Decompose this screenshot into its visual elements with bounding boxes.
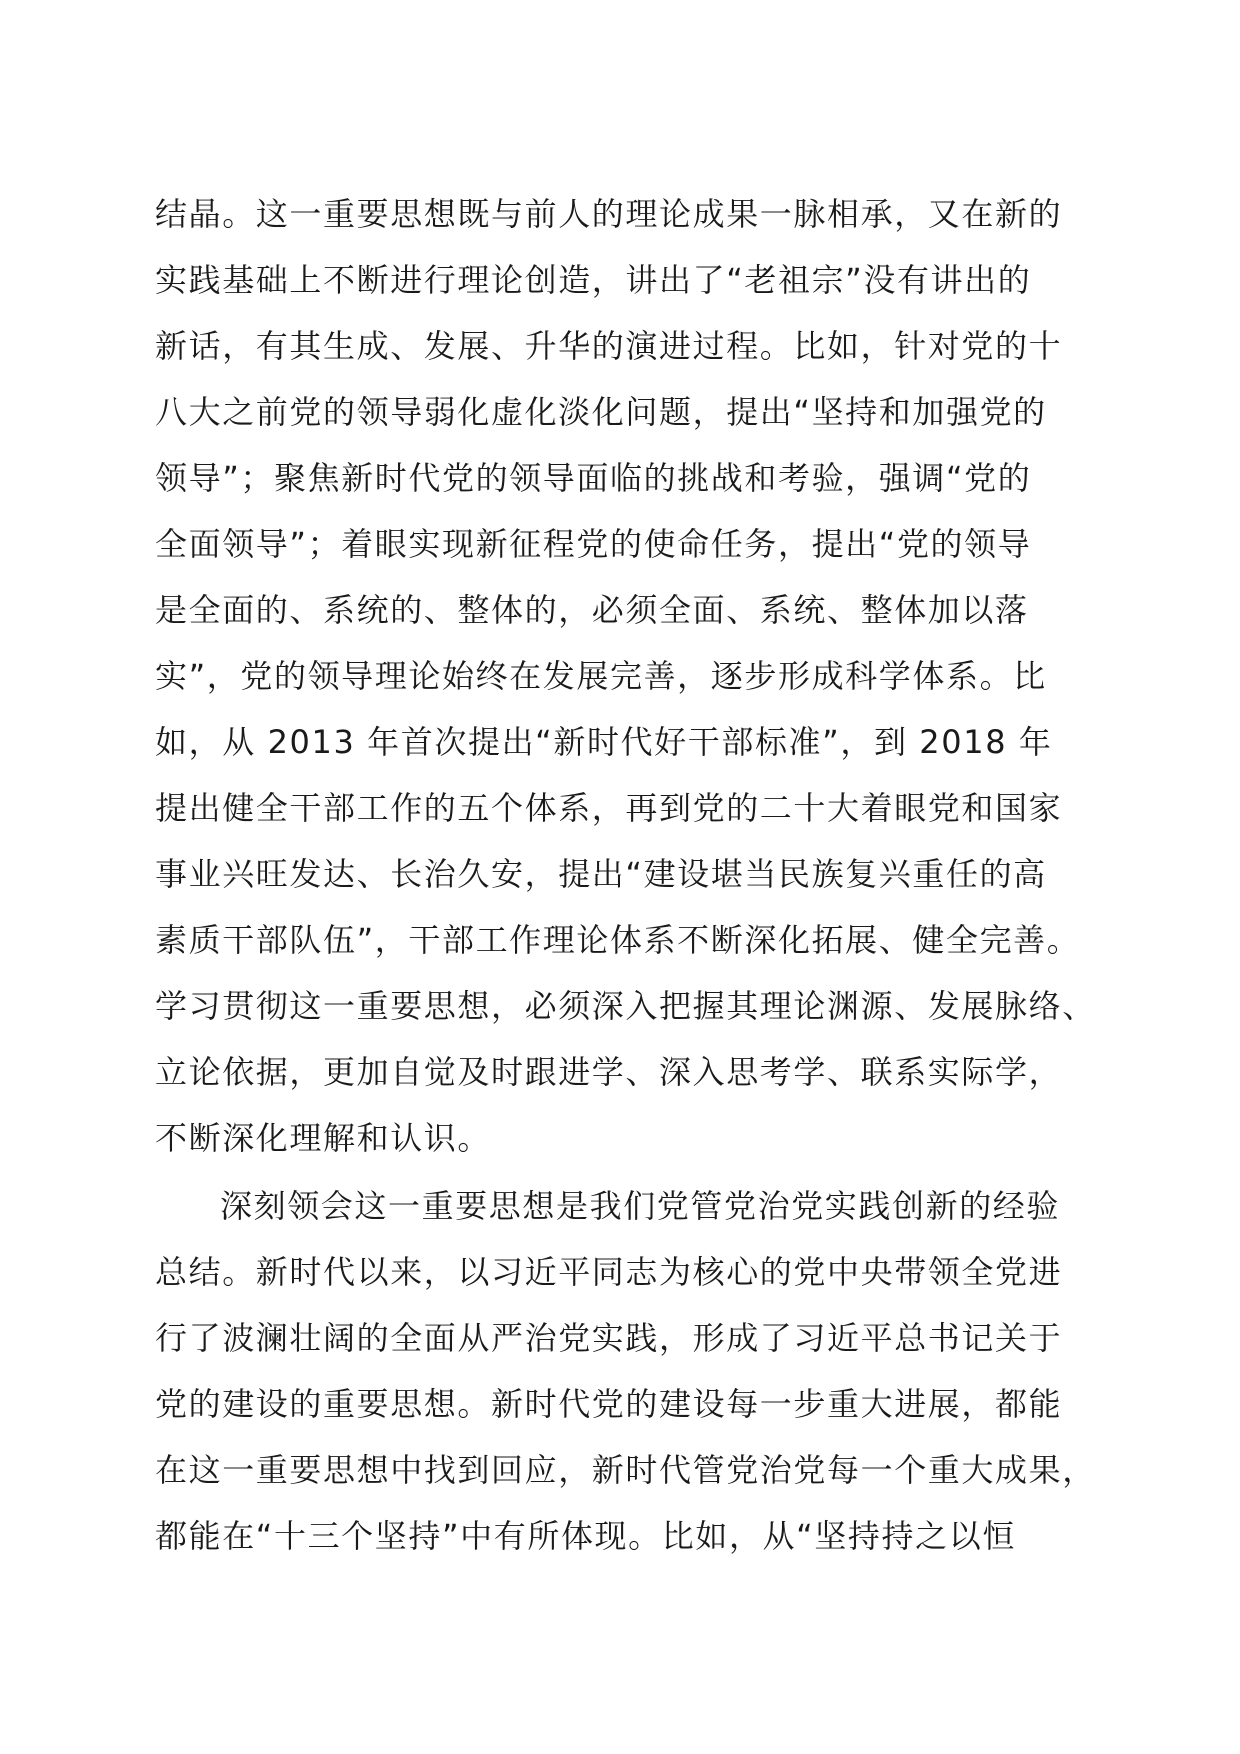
text-line: 结晶。这一重要思想既与前人的理论成果一脉相承，又在新的 [155, 195, 1063, 233]
text-line: 实践基础上不断进行理论创造，讲出了“老祖宗”没有讲出的 [155, 261, 1032, 299]
text-line: 事业兴旺发达、长治久安，提出“建设堪当民族复兴重任的高 [155, 855, 1047, 893]
text-line: 领导”；聚焦新时代党的领导面临的挑战和考验，强调“党的 [155, 459, 1032, 497]
text-line: 都能在“十三个坚持”中有所体现。比如，从“坚持持之以恒 [155, 1517, 1016, 1555]
text-line: 总结。新时代以来，以习近平同志为核心的党中央带领全党进 [155, 1253, 1063, 1291]
text-line: 八大之前党的领导弱化虚化淡化问题，提出“坚持和加强党的 [155, 393, 1047, 431]
text-line: 立论依据，更加自觉及时跟进学、深入思考学、联系实际学， [155, 1053, 1063, 1091]
text-line: 实”，党的领导理论始终在发展完善，逐步形成科学体系。比 [155, 657, 1047, 695]
text-line: 新话，有其生成、发展、升华的演进过程。比如，针对党的十 [155, 327, 1063, 365]
text-line: 如，从 2013 年首次提出“新时代好干部标准”，到 2018 年 [155, 723, 1053, 761]
text-line: 学习贯彻这一重要思想，必须深入把握其理论渊源、发展脉络、 [155, 987, 1096, 1025]
text-line: 不断深化理解和认识。 [155, 1119, 492, 1157]
paragraph-first-line: 深刻领会这一重要思想是我们党管党治党实践创新的经验 [220, 1187, 1061, 1225]
text-line: 全面领导”；着眼实现新征程党的使命任务，提出“党的领导 [155, 525, 1032, 563]
text-line: 提出健全干部工作的五个体系，再到党的二十大着眼党和国家 [155, 789, 1063, 827]
text-line: 党的建设的重要思想。新时代党的建设每一步重大进展，都能 [155, 1385, 1063, 1423]
text-line: 在这一重要思想中找到回应，新时代管党治党每一个重大成果， [155, 1451, 1096, 1489]
text-line: 行了波澜壮阔的全面从严治党实践，形成了习近平总书记关于 [155, 1319, 1063, 1357]
text-line: 素质干部队伍”，干部工作理论体系不断深化拓展、健全完善。 [155, 921, 1081, 959]
text-line: 是全面的、系统的、整体的，必须全面、系统、整体加以落 [155, 591, 1029, 629]
